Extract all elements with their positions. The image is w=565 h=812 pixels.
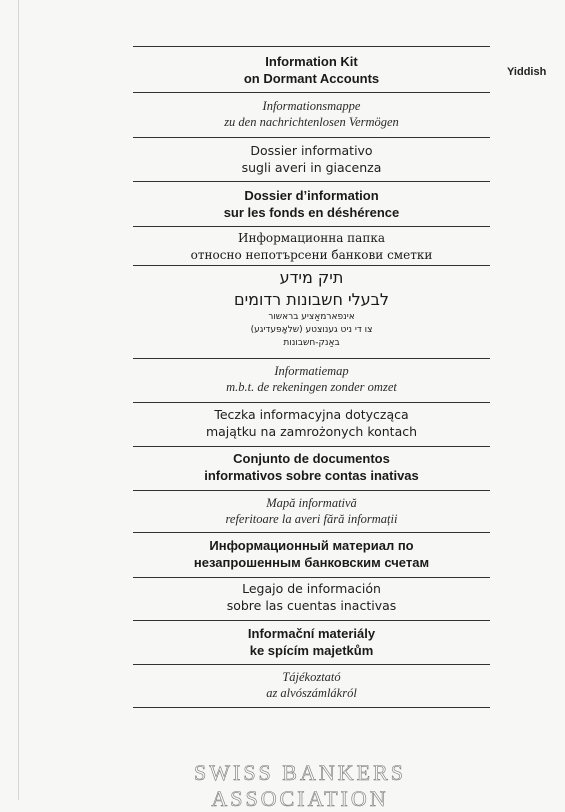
title-hungarian: Tájékoztató az alvószámlákról <box>266 670 357 700</box>
divider <box>133 137 490 138</box>
title-italian: Dossier informativo sugli averi in giacenza <box>241 143 382 175</box>
title-czech: Informační materiály ke spícím majetkům <box>247 626 376 658</box>
language-label: Yiddish <box>507 66 547 78</box>
title-french: Dossier d’information sur les fonds en déshérence <box>223 188 400 220</box>
title-english: Information Kit on Dormant Accounts <box>243 54 380 86</box>
divider <box>133 265 490 266</box>
divider <box>133 181 490 182</box>
page-edge <box>18 0 19 800</box>
divider <box>133 532 490 533</box>
title-portuguese: Conjunto de documentos informativos sobre contas inativas <box>204 451 419 483</box>
title-russian: Информационный материал по незапрошенным банковским счетам <box>193 538 430 570</box>
divider <box>133 664 490 665</box>
divider <box>133 577 490 578</box>
divider <box>133 446 490 447</box>
publisher-name: SWISS BANKERS ASSOCIATION <box>194 760 406 811</box>
divider <box>133 46 490 47</box>
title-romanian: Mapă informativă referitoare la averi fără informații <box>225 496 398 526</box>
divider <box>133 490 490 491</box>
title-spanish: Legajo de información sobre las cuentas inactivas <box>226 581 397 613</box>
divider <box>133 402 490 403</box>
title-bulgarian: Информационна папка относно непотърсени банкови сметки <box>190 231 433 262</box>
title-german: Informationsmappe zu den nachrichtenlosen Vermögen <box>224 99 399 129</box>
title-dutch: Informatiemap m.b.t. de rekeningen zonder omzet <box>226 364 397 394</box>
divider <box>133 358 490 359</box>
divider <box>133 707 490 708</box>
divider <box>133 226 490 227</box>
divider <box>133 92 490 93</box>
title-hebrew-yiddish: תיק מידע לבעלי חשבונות רדומים אינפארמאַציע בראשור צו די ניט גענוצטע (שלאָפּעדיגע) באַנק-חשבונות <box>233 268 390 348</box>
divider <box>133 620 490 621</box>
title-polish: Teczka informacyjna dotycząca majątku na zamrożonych kontach <box>205 407 418 439</box>
